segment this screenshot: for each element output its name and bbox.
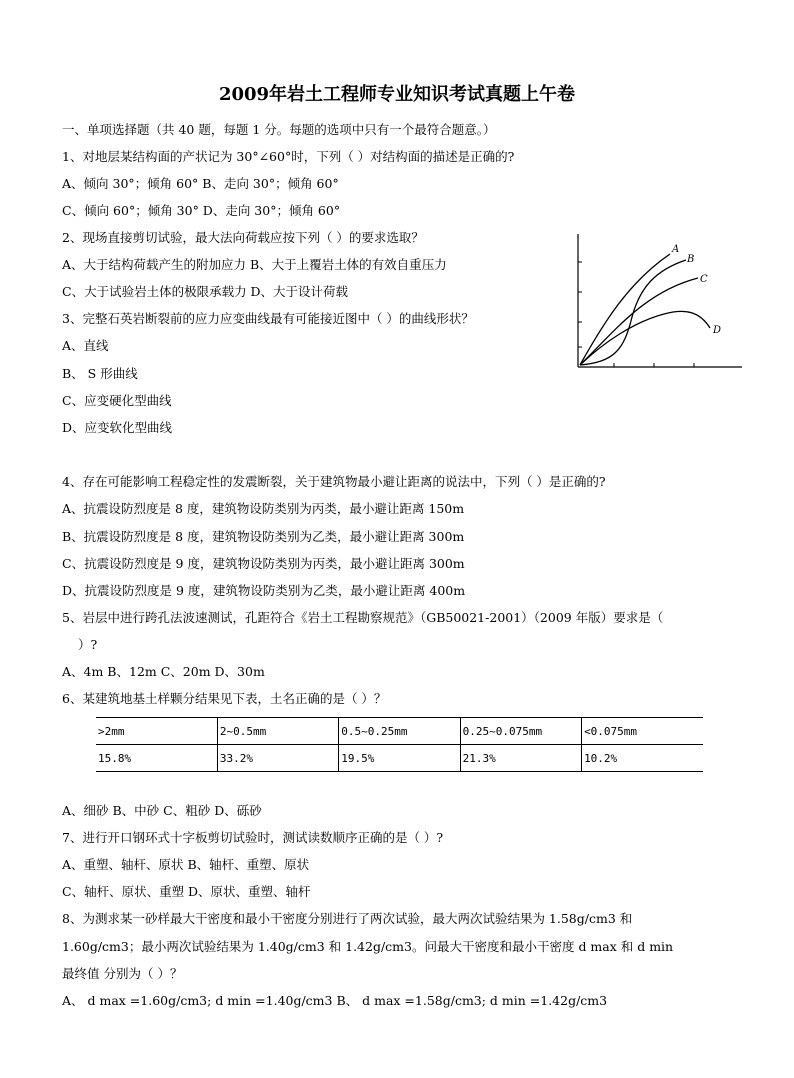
table-cell: <0.075mm: [582, 718, 703, 745]
table-cell: 33.2%: [217, 745, 338, 772]
table-cell: 0.5~0.25mm: [339, 718, 460, 745]
table-cell: 0.25~0.075mm: [460, 718, 581, 745]
table-row: [96, 745, 703, 772]
question-3-stem: 3、完整石英岩断裂前的应力应变曲线最有可能接近图中（ ）的曲线形状？: [62, 311, 474, 326]
table-cell: 19.5%: [339, 745, 460, 772]
table-cell: 2~0.5mm: [217, 718, 338, 745]
question-4-option-d: D、抗震设防烈度是 9 度，建筑物设防类别为乙类，最小避让距离 400m: [62, 583, 466, 598]
curve-label-b: B: [687, 254, 695, 265]
table-cell: 10.2%: [582, 745, 703, 772]
question-1-options-cd: C、倾向 60°；倾角 30° D、走向 30°；倾角 60°: [62, 203, 341, 218]
curve-d: [580, 311, 710, 365]
question-8-stem-line2: 1.60g/cm3；最小两次试验结果为 1.40g/cm3 和 1.42g/cm3。问最大干密度和最小干密度 d max 和 d min: [62, 939, 674, 954]
question-3-option-c: C、应变硬化型曲线: [62, 393, 172, 408]
curve-a: [580, 254, 670, 365]
question-2-stem: 2、现场直接剪切试验，最大法向荷载应按下列（ ）的要求选取？: [62, 230, 424, 245]
question-5-stem-line1: 5、岩层中进行跨孔法波速测试，孔距符合《岩土工程勘察规范》（GB50021-2001）（2009 年版）要求是（: [62, 610, 664, 625]
question-4-option-b: B、抗震设防烈度是 8 度，建筑物设防类别为乙类，最小避让距离 300m: [62, 529, 465, 544]
question-4-option-a: A、抗震设防烈度是 8 度，建筑物设防类别为丙类，最小避让距离 150m: [62, 501, 465, 516]
question-7-options-cd: C、轴杆、原状、重塑 D、原状、重塑、轴杆: [62, 884, 311, 899]
table-cell: >2mm: [96, 718, 217, 745]
question-1-options-ab: A、倾向 30°；倾角 60° B、走向 30°；倾角 60°: [62, 176, 339, 191]
question-4-option-c: C、抗震设防烈度是 9 度，建筑物设防类别为丙类，最小避让距离 300m: [62, 556, 465, 571]
table-cell: 15.8%: [96, 745, 217, 772]
question-3-option-b: B、 S 形曲线: [62, 366, 138, 381]
question-8-stem-line1: 8、为测求某一砂样最大干密度和最小干密度分别进行了两次试验，最大两次试验结果为 1.58g/cm3 和: [62, 911, 633, 926]
question-5-options: A、4m B、12m C、20m D、30m: [62, 664, 265, 679]
question-8-stem-line3: 最终值 分别为（ ）？: [62, 966, 183, 981]
table-cell: 21.3%: [460, 745, 581, 772]
question-1-stem: 1、对地层某结构面的产状记为 30°∠60°时，下列（ ）对结构面的描述是正确的?: [62, 149, 515, 164]
question-8-options: A、 d max =1.60g/cm3; d min =1.40g/cm3 B、 d max =1.58g/cm3; d min =1.42g/cm3: [62, 993, 608, 1008]
question-7-options-ab: A、重塑、轴杆、原状 B、轴杆、重塑、原状: [62, 857, 310, 872]
curve-c: [580, 278, 698, 365]
section-heading: 一、单项选择题（共 40 题，每题 1 分。每题的选项中只有一个最符合题意。）: [62, 122, 496, 137]
grain-size-table: [96, 717, 703, 772]
curve-label-c: C: [700, 274, 708, 285]
question-3-option-d: D、应变软化型曲线: [62, 420, 173, 435]
question-2-options-cd: C、大于试验岩土体的极限承载力 D、大于设计荷载: [62, 284, 349, 299]
question-2-options-ab: A、大于结构荷载产生的附加应力 B、大于上覆岩土体的有效自重压力: [62, 257, 447, 272]
question-6-options: A、细砂 B、中砂 C、粗砂 D、砾砂: [62, 803, 262, 818]
question-3-option-a: A、直线: [62, 338, 109, 353]
page-title: 2009年岩土工程师专业知识考试真题上午卷: [218, 84, 576, 105]
question-4-stem: 4、存在可能影响工程稳定性的发震断裂，关于建筑物最小避让距离的说法中，下列（ ）是正确的?: [62, 474, 606, 489]
question-7-stem: 7、进行开口钢环式十字板剪切试验时，测试读数顺序正确的是（ ）?: [62, 830, 444, 845]
table-header-row: [96, 718, 703, 745]
curve-label-d: D: [713, 325, 722, 336]
question-5-stem-line2: ）?: [78, 637, 98, 652]
curve-label-a: A: [672, 244, 680, 255]
stress-strain-figure: [574, 232, 744, 372]
question-6-stem: 6、某建筑地基土样颗分结果见下表，土名正确的是（ ）？: [62, 691, 387, 706]
